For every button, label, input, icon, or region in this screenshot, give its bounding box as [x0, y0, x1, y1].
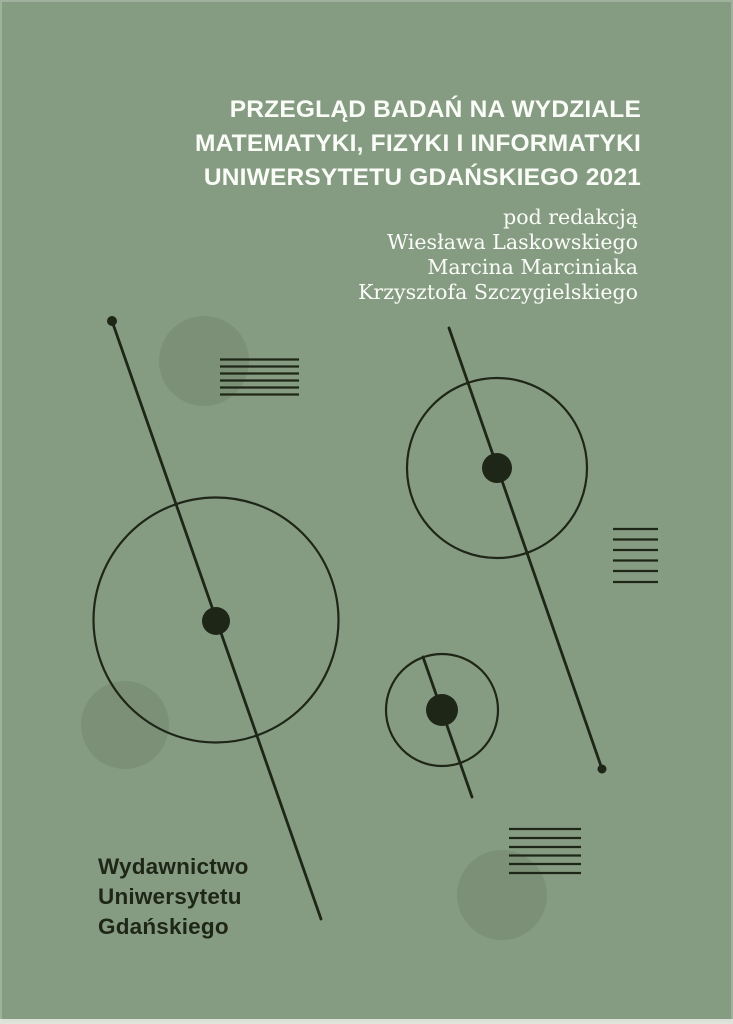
publisher [98, 852, 249, 942]
line-end-dot [598, 765, 607, 774]
publisher-line-1: Wydawnictwo [98, 854, 249, 879]
dark-circle-mid-left [81, 681, 169, 769]
diagonal-line-right [449, 328, 602, 769]
editors-intro: pod redakcją [503, 205, 638, 229]
center-dot-small-circle [426, 694, 458, 726]
title-line-1: PRZEGLĄD BADAŃ NA WYDZIALE [229, 96, 641, 123]
center-dot-upper-right-circle [482, 453, 512, 483]
dark-circle-top-left [159, 316, 249, 406]
book-title [195, 93, 641, 195]
editors [358, 205, 638, 305]
editor-name-1: Wiesława Laskowskiego [387, 230, 638, 254]
title-line-2: MATEMATYKI, FIZYKI I INFORMATYKI [194, 130, 641, 157]
line-start-dot [107, 316, 117, 326]
publisher-line-2: Uniwersytetu [98, 884, 242, 909]
title-line-3: UNIWERSYTETU GDAŃSKIEGO 2021 [203, 164, 641, 191]
publisher-line-3: Gdańskiego [98, 914, 229, 939]
center-dot-large-circle [202, 607, 230, 635]
editor-name-2: Marcina Marciniaka [427, 255, 638, 279]
hatch-lines-right [613, 529, 658, 582]
diagonal-line-small-circle [423, 657, 472, 797]
editor-name-3: Krzysztofa Szczygielskiego [358, 280, 638, 304]
